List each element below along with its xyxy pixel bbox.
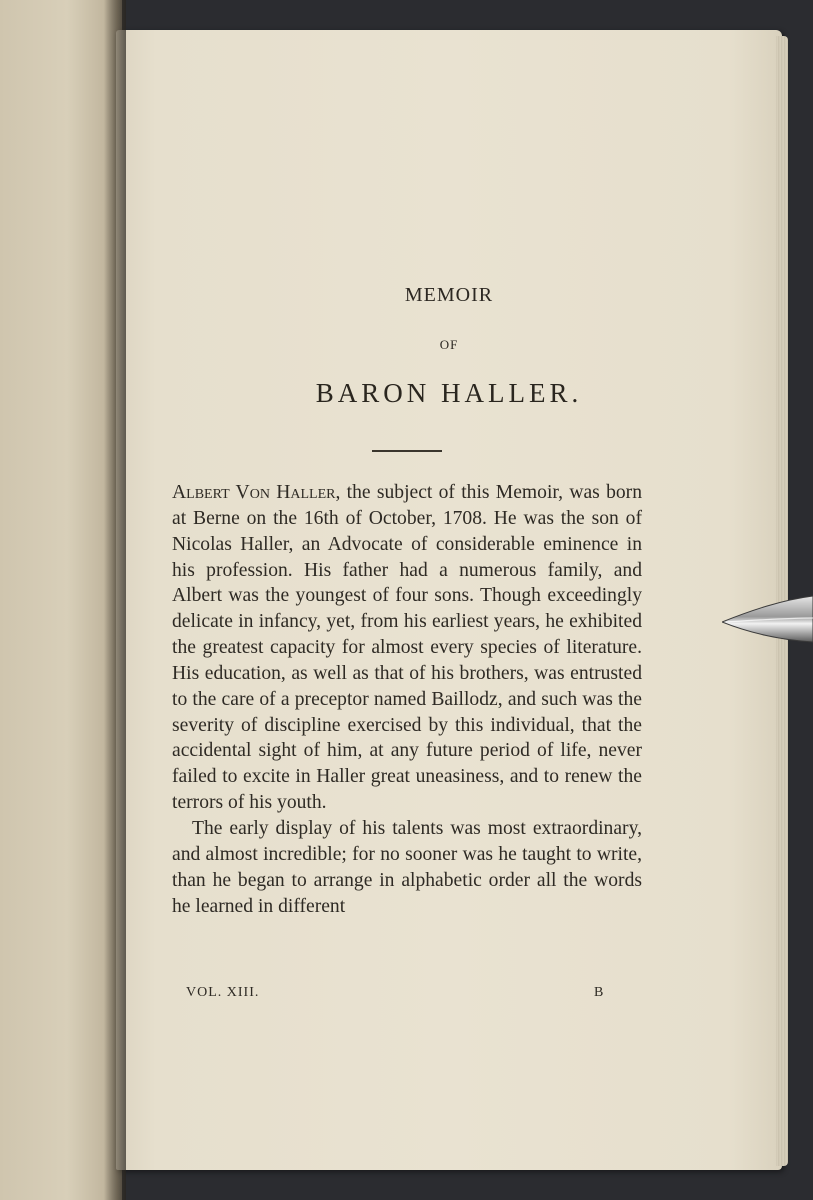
memoir-body: [172, 480, 642, 919]
paragraph-2: The early display of his talents was most extraordinary, and almost incredible; for no sooner was he taught to write, than he began to arrange in alphabetic order all the words he learned in different: [172, 817, 642, 917]
heading-of: OF: [439, 337, 459, 352]
heading-memoir: MEMOIR: [404, 284, 494, 306]
page-pointer-icon: [722, 592, 813, 650]
heading-rule: [372, 450, 442, 452]
volume-footer: VOL. XIII.: [186, 985, 260, 1000]
lead-name: Albert Von Haller: [172, 482, 336, 503]
signature-mark: B: [594, 985, 604, 1000]
paragraph-1: [172, 480, 642, 816]
book-gutter: [104, 0, 126, 1200]
paragraph-1-text: , the subject of this Memoir, was born at Berne on the 16th of October, 1708. He was the son of Nicolas Haller, an Advocate of considerable eminence in his profession. His father had a numerous family, and Albert was the youngest of four sons. Though exceedingly delicate in infancy, yet, from his earliest years, he exhibited the greatest capacity for almost every species of literature. His education, as well as that of his brothers, was entrusted to the care of a preceptor named Baillodz, and such was the severity of discipline exercised by this individual, that the accidental sight of him, at any future period of life, never failed to excite in Haller great uneasiness, and to renew the terrors of his youth.: [172, 482, 642, 814]
heading-subject: BARON HALLER.: [315, 378, 583, 408]
